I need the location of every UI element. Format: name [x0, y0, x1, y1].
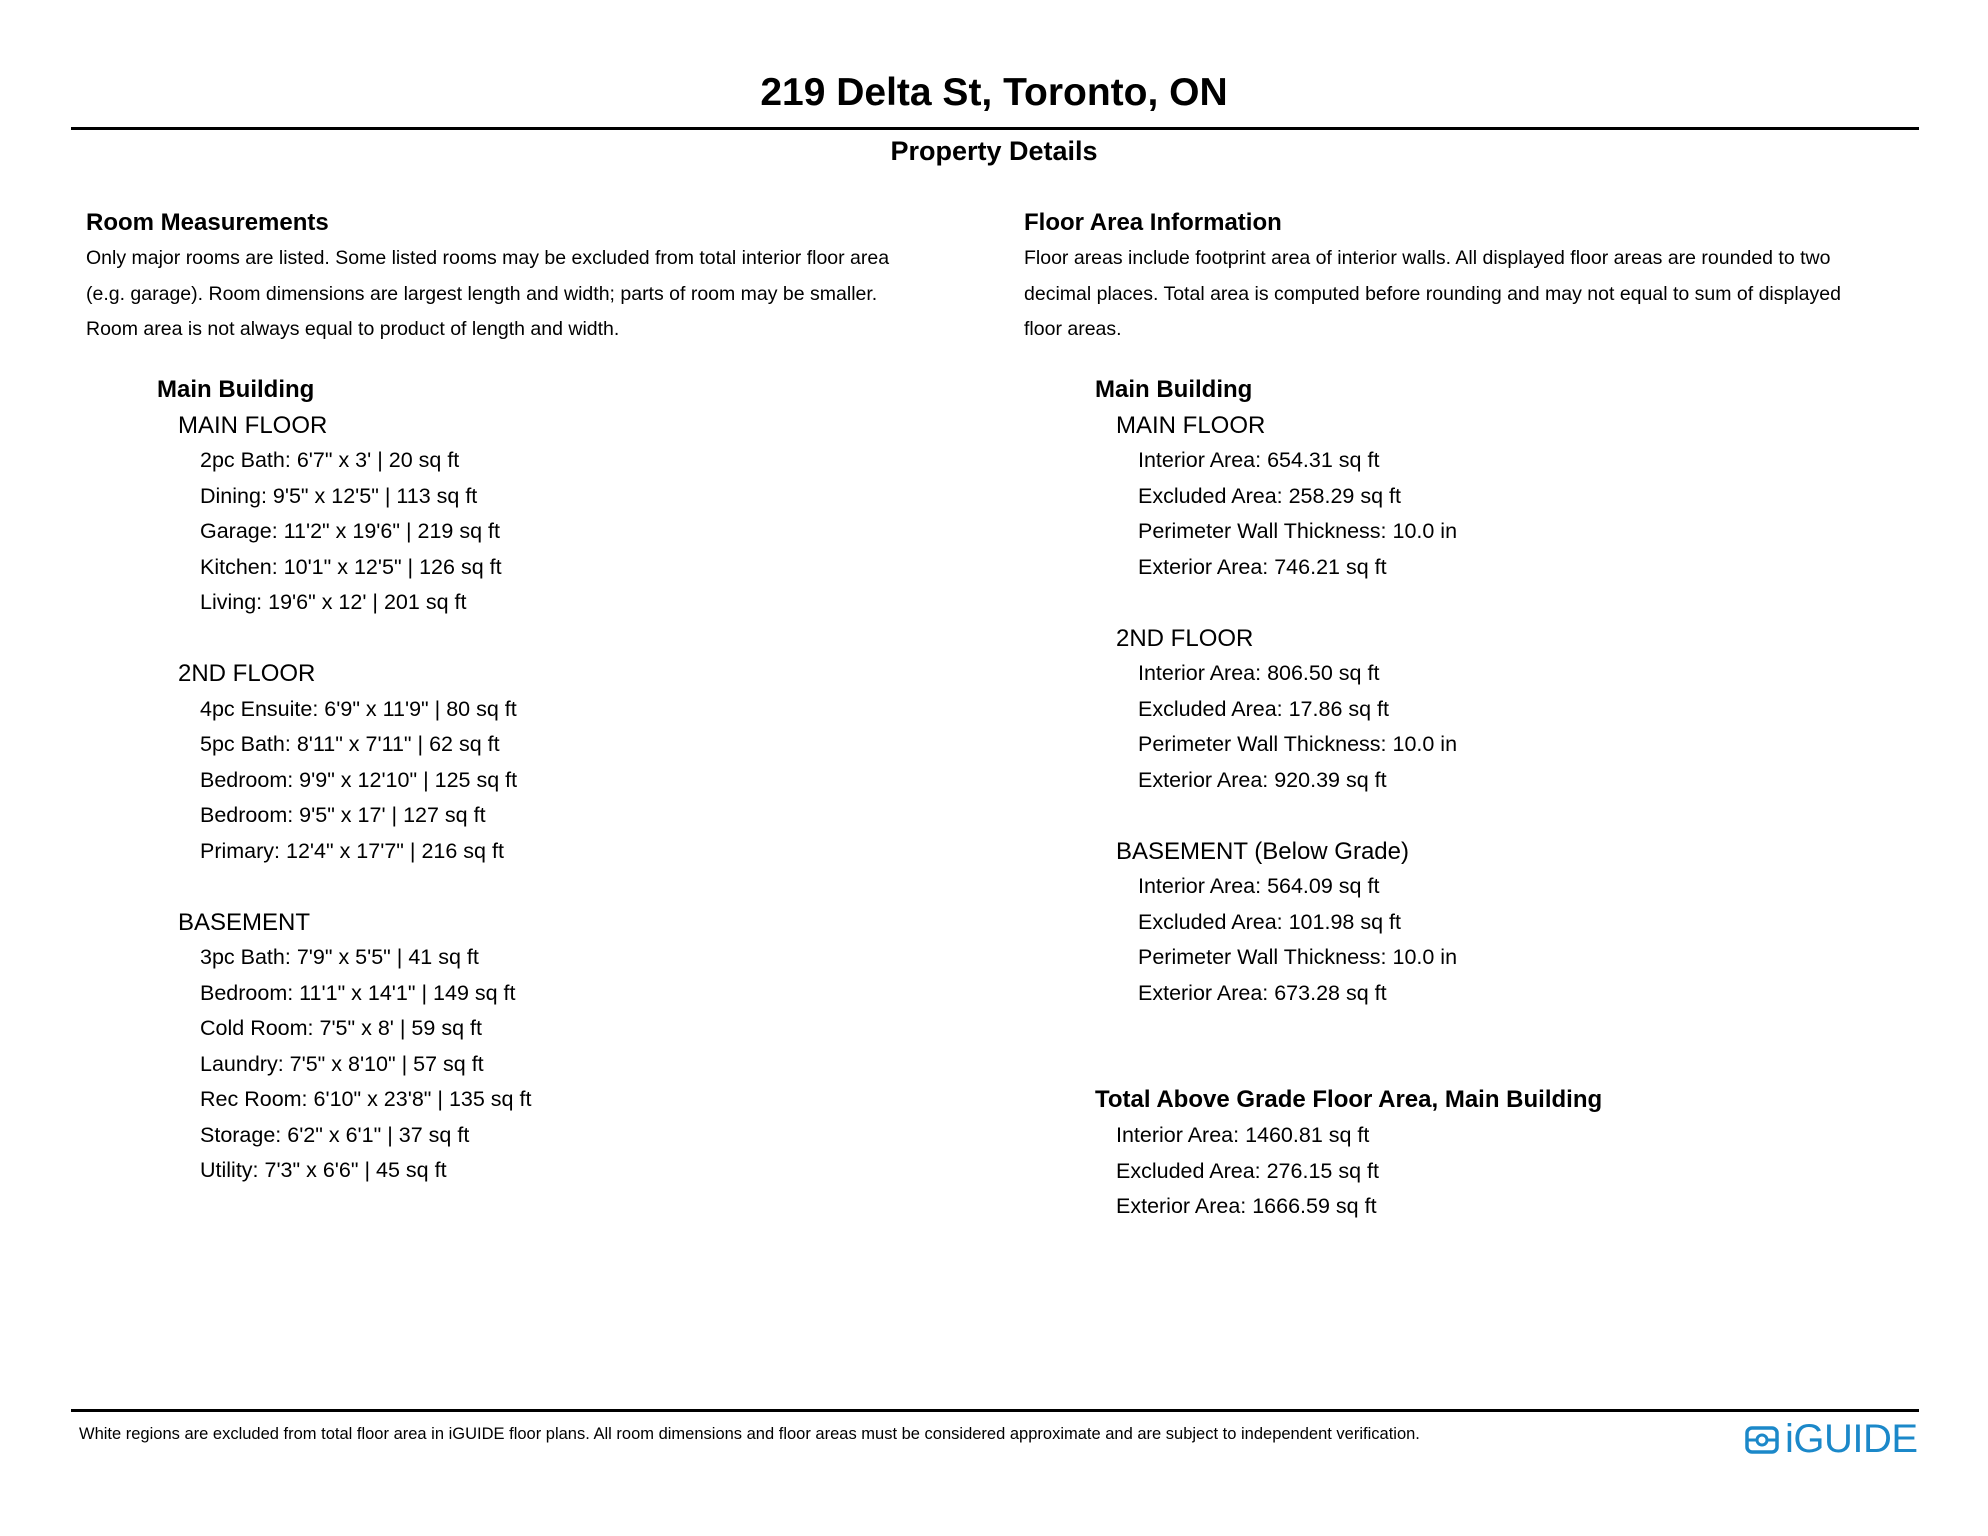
area-item: Excluded Area: 258.29 sq ft: [1138, 483, 1401, 508]
page-title: 219 Delta St, Toronto, ON: [760, 71, 1228, 114]
floor-name: 2ND FLOOR: [1116, 624, 1254, 652]
floor-second: [86, 656, 986, 869]
area-item: Perimeter Wall Thickness: 10.0 in: [1138, 519, 1458, 543]
area-item: Interior Area: 654.31 sq ft: [1138, 448, 1380, 472]
header-divider: [71, 127, 1919, 130]
room-item: Dining: 9'5" x 12'5" | 113 sq ft: [200, 483, 478, 508]
room-item: Laundry: 7'5" x 8'10" | 57 sq ft: [200, 1051, 484, 1076]
total-area-heading: Total Above Grade Floor Area, Main Building: [1095, 1086, 1603, 1113]
room-item: 2pc Bath: 6'7" x 3' | 20 sq ft: [200, 448, 460, 472]
floor-basement: [86, 905, 986, 1189]
floor-area-note-line: Floor areas include footprint area of interior walls. All displayed floor areas are rounded to two: [1024, 247, 1831, 269]
floor-area-heading: Floor Area Information: [1024, 209, 1282, 236]
room-item: Utility: 7'3" x 6'6" | 45 sq ft: [200, 1158, 447, 1182]
room-item: Primary: 12'4" x 17'7" | 216 sq ft: [200, 838, 504, 863]
area-floor-second: [1024, 621, 1944, 799]
building-name: Main Building: [157, 375, 315, 403]
floor-name: 2ND FLOOR: [178, 660, 316, 687]
room-item: Rec Room: 6'10" x 23'8" | 135 sq ft: [200, 1087, 532, 1111]
area-item: Perimeter Wall Thickness: 10.0 in: [1138, 945, 1458, 969]
room-item: Bedroom: 9'9" x 12'10" | 125 sq ft: [200, 767, 518, 792]
room-item: Storage: 6'2" x 6'1" | 37 sq ft: [200, 1122, 470, 1147]
floor-name: MAIN FLOOR: [1116, 411, 1266, 439]
iguide-logo-icon: [1745, 1422, 1781, 1456]
room-measurements-note-line: (e.g. garage). Room dimensions are largest length and width; parts of room may be smaller.: [86, 282, 878, 305]
room-item: Kitchen: 10'1" x 12'5" | 126 sq ft: [200, 554, 502, 579]
floor-area-section: [1024, 205, 1944, 1225]
room-measurements-note-line: Room area is not always equal to product of length and width.: [86, 318, 620, 340]
room-measurements-section: [86, 205, 986, 1189]
room-item: Cold Room: 7'5" x 8' | 59 sq ft: [200, 1016, 482, 1040]
area-item: Perimeter Wall Thickness: 10.0 in: [1138, 732, 1458, 756]
iguide-logo: [1745, 1418, 1918, 1460]
floor-name: MAIN FLOOR: [178, 411, 328, 439]
footer-divider: [71, 1409, 1919, 1412]
room-item: 5pc Bath: 8'11" x 7'11" | 62 sq ft: [200, 732, 500, 756]
floor-name: BASEMENT: [178, 908, 311, 936]
floor-area-note-line: decimal places. Total area is computed before rounding and may not equal to sum of displayed: [1024, 282, 1841, 305]
footer-disclaimer: White regions are excluded from total floor area in iGUIDE floor plans. All room dimensions and floor areas must be considered approximate and are subject to independent verification.: [79, 1425, 1420, 1443]
page-subtitle: Property Details: [890, 136, 1098, 166]
room-item: Bedroom: 11'1" x 14'1" | 149 sq ft: [200, 980, 516, 1005]
total-area-item: Exterior Area: 1666.59 sq ft: [1116, 1194, 1377, 1218]
room-item: 3pc Bath: 7'9" x 5'5" | 41 sq ft: [200, 945, 479, 969]
area-item: Excluded Area: 17.86 sq ft: [1138, 696, 1389, 721]
iguide-logo-text: iGUIDE: [1785, 1417, 1918, 1461]
area-item: Exterior Area: 673.28 sq ft: [1138, 980, 1387, 1005]
area-item: Interior Area: 564.09 sq ft: [1138, 874, 1380, 898]
floor-main: [86, 408, 986, 621]
building-name: Main Building: [1095, 375, 1253, 403]
room-item: Living: 19'6" x 12' | 201 sq ft: [200, 590, 467, 614]
area-item: Exterior Area: 746.21 sq ft: [1138, 554, 1387, 579]
area-floor-main: [1024, 408, 1944, 586]
floor-area-note-line: floor areas.: [1024, 318, 1122, 340]
floor-name: BASEMENT (Below Grade): [1116, 837, 1409, 865]
room-measurements-heading: Room Measurements: [86, 209, 329, 236]
room-item: Bedroom: 9'5" x 17' | 127 sq ft: [200, 803, 486, 827]
room-measurements-note-line: Only major rooms are listed. Some listed rooms may be excluded from total interior floor area: [86, 247, 890, 269]
area-item: Exterior Area: 920.39 sq ft: [1138, 767, 1387, 792]
room-item: Garage: 11'2" x 19'6" | 219 sq ft: [200, 519, 500, 543]
room-item: 4pc Ensuite: 6'9" x 11'9" | 80 sq ft: [200, 696, 517, 721]
total-area-item: Excluded Area: 276.15 sq ft: [1116, 1158, 1379, 1183]
area-item: Interior Area: 806.50 sq ft: [1138, 661, 1380, 685]
area-item: Excluded Area: 101.98 sq ft: [1138, 909, 1401, 934]
area-floor-basement: [1024, 834, 1944, 1012]
total-area-item: Interior Area: 1460.81 sq ft: [1116, 1123, 1370, 1147]
